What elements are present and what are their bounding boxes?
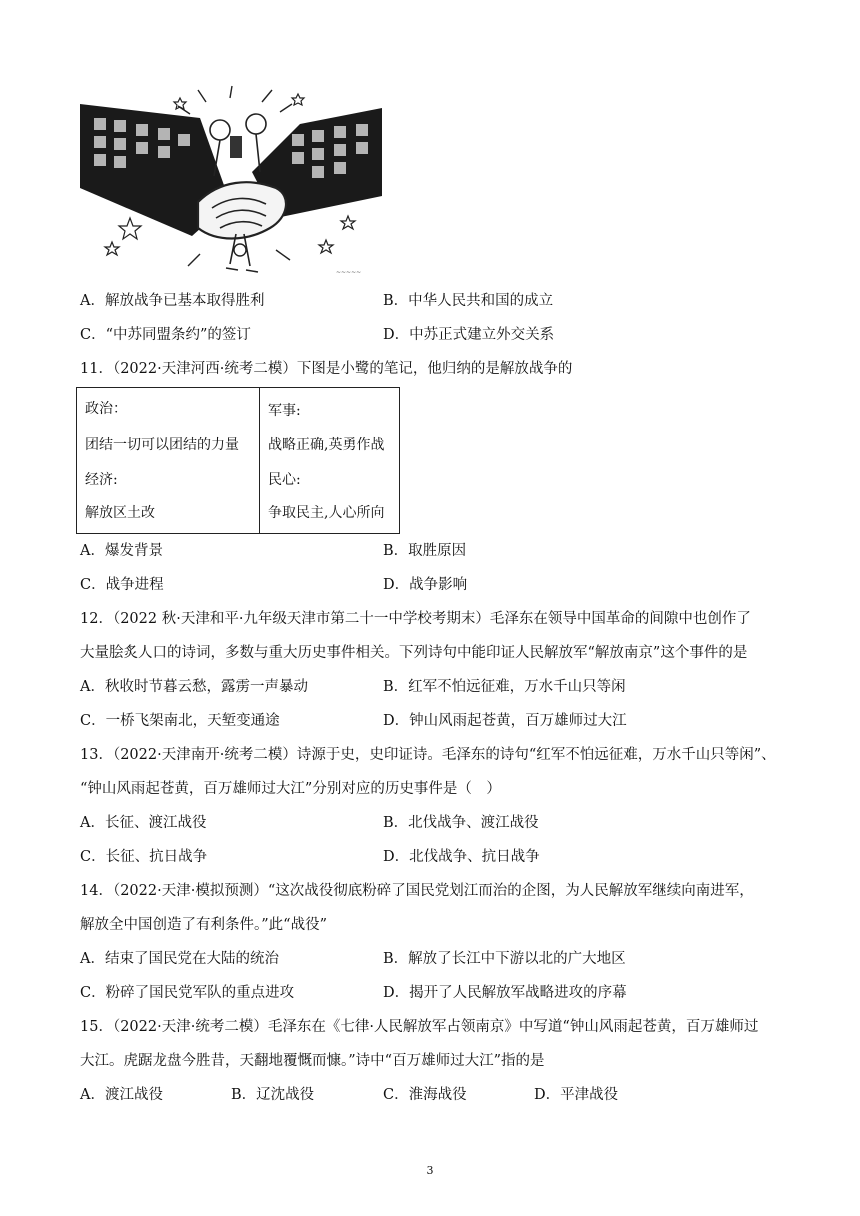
page-number: 3	[426, 1164, 434, 1177]
handshake-cartoon	[80, 84, 382, 282]
notes-table	[76, 387, 400, 534]
q14-stem-line2: 解放全中国创造了有利条件。”此“战役”	[80, 917, 327, 933]
notes-cell: 民心:	[268, 472, 301, 488]
notes-table-left-column	[77, 388, 260, 533]
q14-option-a: A．结束了国民党在大陆的统治	[80, 951, 279, 967]
q11-stem: 11．（2022·天津河西·统考二模）下图是小鹭的笔记，他归纳的是解放战争的	[80, 361, 573, 377]
q15-stem-line2: 大江。虎踞龙盘今胜昔，天翻地覆慨而慷。”诗中“百万雄师过大江”指的是	[80, 1053, 545, 1069]
q14-option-c: C．粉碎了国民党军队的重点进攻	[80, 985, 295, 1001]
q14-option-d: D．揭开了人民解放军战略进攻的序幕	[383, 985, 627, 1001]
q11-option-b: B．取胜原因	[383, 543, 467, 559]
q13-option-c: C．长征、抗日战争	[80, 849, 208, 865]
q15-option-b: B．辽沈战役	[231, 1087, 315, 1103]
q12-option-a: A．秋收时节暮云愁，露雳一声暴动	[80, 679, 308, 695]
q10-option-d: D．中苏正式建立外交关系	[383, 327, 555, 343]
q15-option-a: A．渡江战役	[80, 1087, 163, 1103]
notes-cell: 争取民主,人心所向	[268, 505, 385, 521]
notes-table-right-column	[260, 388, 399, 533]
notes-cell: 团结一切可以团结的力量	[85, 437, 239, 453]
q10-option-b: B．中华人民共和国的成立	[383, 293, 554, 309]
q12-option-c: C．一桥飞架南北，天堑变通途	[80, 713, 280, 729]
notes-cell: 战略正确,英勇作战	[268, 437, 385, 453]
q15-option-c: C．淮海战役	[383, 1087, 467, 1103]
q12-stem-line1: 12．（2022 秋·天津和平·九年级天津市第二十一中学校考期末）毛泽东在领导中国革命的间隙中也创作了	[80, 611, 751, 627]
svg-text:~~~~~: ~~~~~	[336, 269, 362, 276]
q11-option-c: C．战争进程	[80, 577, 164, 593]
q13-stem-line1: 13．（2022·天津南开·统考二模）诗源于史，史印证诗。毛泽东的诗句“红军不怕远征难，万水千山只等闲”、	[80, 747, 776, 763]
q10-option-c: C．“中苏同盟条约”的签订	[80, 327, 251, 343]
q14-stem-line1: 14．（2022·天津·模拟预测）“这次战役彻底粉碎了国民党划江而治的企图，为人民解放军继续向南进军，	[80, 883, 754, 899]
q13-stem-line2: “钟山风雨起苍黄，百万雄师过大江”分别对应的历史事件是（ ）	[80, 781, 501, 797]
q11-option-d: D．战争影响	[383, 577, 468, 593]
q11-option-a: A．爆发背景	[80, 543, 163, 559]
notes-cell: 政治：	[85, 401, 127, 417]
q13-option-b: B．北伐战争、渡江战役	[383, 815, 539, 831]
notes-cell: 经济:	[85, 472, 118, 488]
q12-option-b: B．红军不怕远征难，万水千山只等闲	[383, 679, 626, 695]
q13-option-d: D．北伐战争、抗日战争	[383, 849, 540, 865]
notes-cell: 解放区土改	[85, 505, 155, 521]
q15-option-d: D．平津战役	[534, 1087, 619, 1103]
q12-stem-line2: 大量脍炙人口的诗词，多数与重大历史事件相关。下列诗句中能印证人民解放军“解放南京”这个事件的是	[80, 645, 748, 661]
notes-cell: 军事:	[268, 403, 301, 419]
q10-option-a: A．解放战争已基本取得胜利	[80, 293, 265, 309]
q14-option-b: B．解放了长江中下游以北的广大地区	[383, 951, 626, 967]
q15-stem-line1: 15．（2022·天津·统考二模）毛泽东在《七律·人民解放军占领南京》中写道“钟山风雨起苍黄，百万雄师过	[80, 1019, 759, 1035]
q13-option-a: A．长征、渡江战役	[80, 815, 207, 831]
q12-option-d: D．钟山风雨起苍黄，百万雄师过大江	[383, 713, 627, 729]
